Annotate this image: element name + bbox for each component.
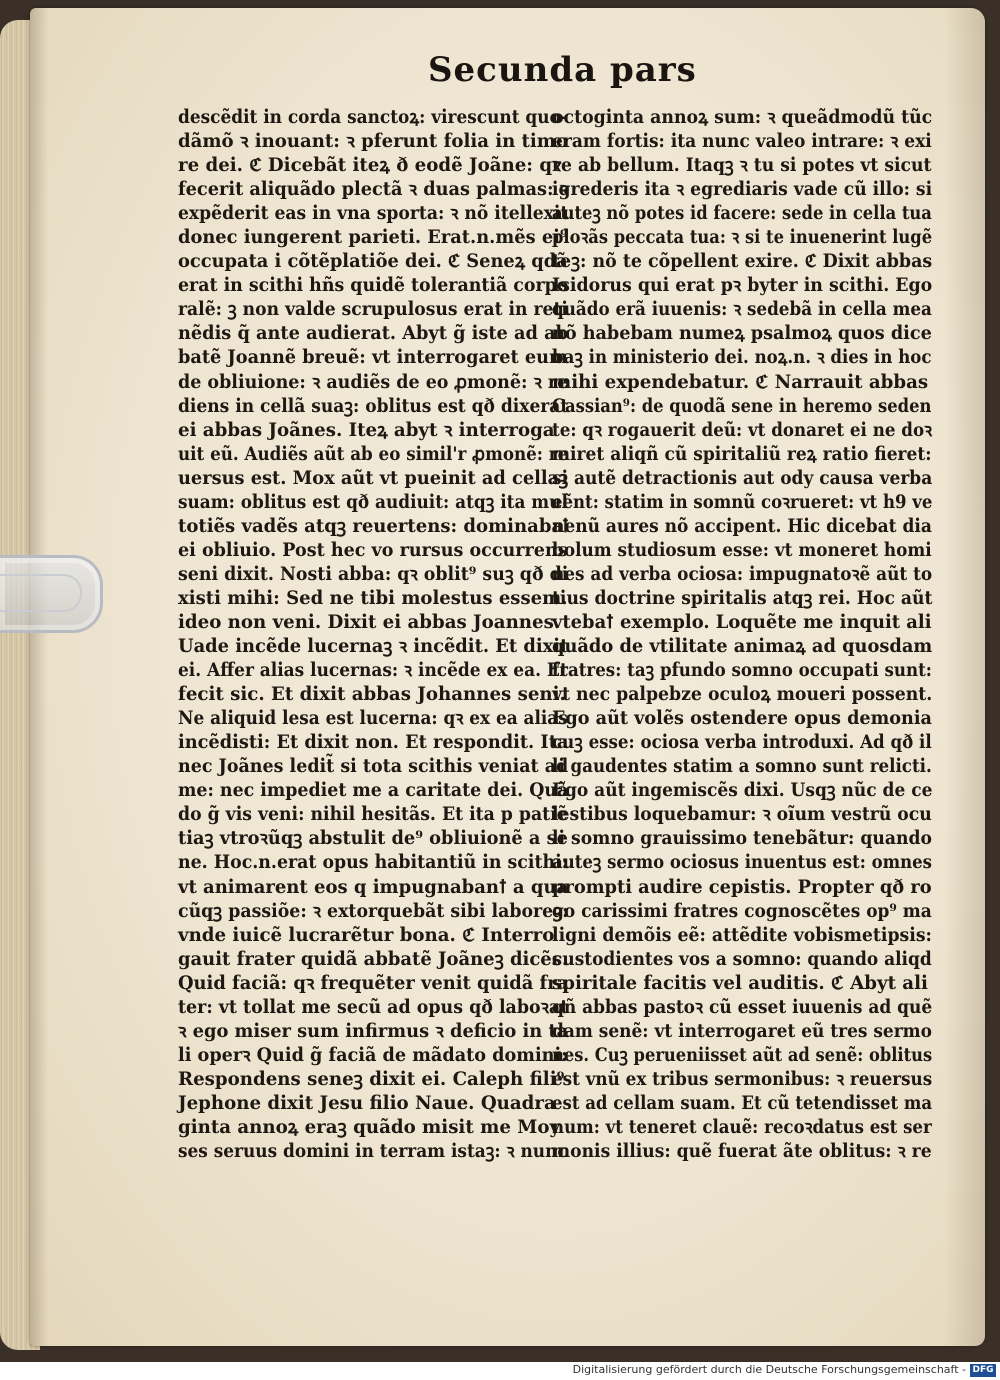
text-line: est ad cellam suam. Et cũ tetendisset ma <box>552 1092 933 1114</box>
text-line: Ego aũt ingemiscẽs dixi. Usqꝫ nũc de ce <box>552 780 933 802</box>
text-line: eram fortis: ita nunc valeo intrare: ꝛ exi <box>552 131 932 153</box>
text-line: gauit frater quidã abbatẽ Joãneꝫ dicẽs. <box>178 948 569 970</box>
text-line: monis illius: quẽ fuerat ãte oblitus: ꝛ re <box>552 1141 932 1163</box>
running-header: Secunda pars <box>428 50 697 90</box>
text-line: seni dixit. Nosti abba: qꝛ oblit⁹ suꝫ qð di <box>178 563 569 585</box>
text-line: Respondens seneꝫ dixit ei. Caleph fili⁹ <box>178 1068 565 1090</box>
text-line: spiritale facitis vel auditis. ℭ Abyt ali <box>552 972 928 994</box>
text-line: dãmõ ꝛ inouant: ꝛ pferunt folia in timo <box>178 131 569 153</box>
text-line: tius doctrine spiritalis atqꝫ rei. Hoc aũt <box>552 587 933 609</box>
text-line: uit eũ. Audiẽs aũt ab eo simil'r ꝓmonẽ: re <box>178 443 569 465</box>
text-line: incẽdisti: Et dixit non. Et respondit. Ita <box>178 732 569 754</box>
footer-bar <box>0 1362 1000 1380</box>
text-line: Ne aliquid lesa est lucerna: qꝛ ex ea alias <box>178 708 568 730</box>
text-line: nes ad verba ociosa: impugnatoꝛẽ aũt to <box>552 563 933 585</box>
text-line: quãdo erã iuuenis: ꝛ sedebã in cella mea <box>552 299 932 321</box>
text-line: ne. Hoc.n.erat opus habitantiũ in scithi: <box>178 852 569 874</box>
text-line: ei abbas Joãnes. Iteꝝ abyt ꝛ interroga <box>178 419 555 441</box>
text-line: do g̃ vis veni: nihil hesitãs. Et ita p patiẽ <box>178 804 568 826</box>
text-line: vnde iuicẽ lucrarẽtur bona. ℭ Interro <box>178 924 555 946</box>
text-line: go carissimi fratres cognoscẽtes op⁹ ma <box>552 900 932 922</box>
text-line: lestibus loquebamur: ꝛ oĩum vestrũ ocu <box>552 804 932 826</box>
text-line: ei obliuio. Post hec vo rursus occurrens <box>178 539 568 561</box>
text-line: nõ habebam numeꝝ psalmoꝝ quos dice <box>552 323 932 345</box>
text-line: batẽ Joannẽ breuẽ: vt interrogaret eum <box>178 347 568 369</box>
text-line: igrederis ita ꝛ egrediaris vade cũ illo: si <box>552 179 933 201</box>
text-line: li operꝛ Quid g̃ faciã de mãdato domini: <box>178 1044 568 1066</box>
paper-clip-inner-loop <box>0 574 82 612</box>
text-line: miret aliqñ cũ spiritaliũ reꝝ ratio fieret: <box>552 443 932 465</box>
text-line: est vnũ ex tribus sermonibus: ꝛ reuersus <box>552 1068 933 1090</box>
text-line: nẽdis q̃ ante audierat. Abyt g̃ iste ad ab <box>178 323 568 345</box>
text-line: custodientes vos a somno: quando aliqd <box>552 948 932 970</box>
text-line: me: nec impediet me a caritate dei. Quã <box>178 780 569 802</box>
gutter-shadow <box>30 8 48 1346</box>
text-line: ses seruus domini in terram istaꝫ: ꝛ nunc <box>178 1141 568 1163</box>
text-line: erat in scithi hñs quidẽ tolerantiã corpo <box>178 275 569 297</box>
text-line: baꝫ in ministerio dei. noꝝ.n. ꝛ dies in hoc <box>552 347 932 369</box>
text-line: prompti audire cepistis. Propter qð ro <box>552 876 932 898</box>
text-line: ideo non veni. Dixit ei abbas Joannes. <box>178 611 561 633</box>
text-line: occupata i cõtẽplatiõe dei. ℭ Seneꝝ qdã <box>178 251 568 273</box>
funding-credit: Digitalisierung gefördert durch die Deutsche Forschungsgemeinschaft - <box>572 1363 966 1376</box>
text-line: ei. Affer alias lucernas: ꝛ incẽde ex ea. Et <box>178 660 568 682</box>
text-line: ꝛ ego miser sum infirmus ꝛ deficio in ta <box>178 1020 569 1042</box>
page-edge-shadow <box>945 8 985 1346</box>
text-line: tiaꝫ vtroꝛũqꝫ abstulit de⁹ obliuionẽ a se <box>178 828 568 850</box>
text-line: expẽderit eas in vna sporta: ꝛ nõ itellexit <box>178 203 569 225</box>
text-line: num: vt teneret clauẽ: recoꝛdatus est ser <box>552 1116 932 1138</box>
text-line: teꝫ: nõ te cõpellent exire. ℭ Dixit abbas <box>552 251 933 273</box>
text-line: octoginta annoꝝ sum: ꝛ queãdmodũ tũc <box>552 107 933 128</box>
text-line: uersus est. Mox aũt vt pueinit ad cellaꝫ <box>178 467 569 489</box>
text-line: vtebaꝉ exemplo. Loquẽte me inquit ali <box>552 611 932 633</box>
text-line: ploꝛãs peccata tua: ꝛ si te inuenerint lugẽ <box>552 227 933 249</box>
text-line: dam senẽ: vt interrogaret eũ tres sermo <box>552 1020 932 1042</box>
text-line: Cassian⁹: de quodã sene in heremo seden <box>552 395 932 417</box>
dfg-logo-icon: DFG <box>970 1364 996 1377</box>
text-line: vt animarent eos q impugnabanꝉ a qua <box>178 876 569 898</box>
text-line: re dei. ℭ Dicebãt iteꝝ ð eodẽ Joãne: qꝛ <box>178 155 561 177</box>
text-line: te: qꝛ rogauerit deũ: vt donaret ei ne doꝛ <box>552 419 932 441</box>
text-line: fratres: taꝫ pfundo somno occupati sunt: <box>552 660 932 682</box>
text-line: Uade incẽde lucernaꝫ ꝛ incẽdit. Et dixit <box>178 636 569 658</box>
text-line: de obliuione: ꝛ audiẽs de eo ꝓmonẽ: ꝛ re <box>178 371 569 393</box>
text-line: nenũ aures nõ accipent. Hic dicebat dia <box>552 515 932 537</box>
text-line: Quid faciã: qꝛ frequẽter venit quidã fra <box>178 972 569 994</box>
text-line: bolum studiosum esse: vt moneret homi <box>552 539 932 561</box>
text-line: ginta annoꝝ eraꝫ quãdo misit me Moy <box>178 1116 561 1138</box>
text-line: fecerit aliquãdo plectã ꝛ duas palmas: ꝛ <box>178 179 569 201</box>
text-line: qñ abbas pastoꝛ cũ esset iuuenis ad quẽ <box>552 996 933 1018</box>
text-line: cũqꝫ passiõe: ꝛ extorquebãt sibi laboreꝫ: <box>178 900 569 922</box>
text-line: li somno grauissimo tenebãtur: quando <box>552 828 932 850</box>
text-line: li gaudentes statim a somno sunt relicti. <box>552 756 932 778</box>
text-line: auteꝫ sermo ociosus inuentus est: omnes <box>552 852 932 874</box>
text-line: cuꝫ esse: ociosa verba introduxi. Ad qð il <box>552 732 932 754</box>
text-line: fecit sic. Et dixit abbas Johannes seni. <box>178 684 566 706</box>
text-line: suam: oblitus est qð audiuit: atqꝫ ita mul <box>178 491 568 513</box>
text-line: ligni demõis eẽ: attẽdite vobismetipsis: <box>552 924 932 946</box>
text-line: re ab bellum. Itaqꝫ ꝛ tu si potes vt sicut <box>552 155 932 177</box>
text-line: si autẽ detractionis aut ody causa verba <box>552 467 933 489</box>
text-line: Jephone dixit Jesu filio Naue. Quadra <box>178 1092 556 1114</box>
text-line: eẽnt: statim in somnũ coꝛrueret: vt h9 ve <box>552 491 933 513</box>
text-line: diens in cellã suaꝫ: oblitus est qð dixerat <box>178 395 569 417</box>
text-line: vt nec palpebze oculoꝝ moueri possent. <box>552 684 933 706</box>
paper-clip-icon <box>0 555 103 633</box>
text-line: nec Joãnes ledit̃ si tota scithis veniat ad <box>178 756 569 778</box>
text-line: ralẽ: ꝫ non valde scrupulosus erat in reti <box>178 299 568 321</box>
text-line: Isidorus qui erat pꝛ byter in scithi. Ego <box>552 275 933 297</box>
text-line: Ego aũt volẽs ostendere opus demonia <box>552 708 932 730</box>
text-line: nes. Cuꝫ perueniisset aũt ad senẽ: oblitus <box>552 1044 933 1066</box>
text-column-right <box>552 106 932 1164</box>
text-line: totiẽs vadẽs atqꝫ reuertens: dominabaꝉ <box>178 515 568 537</box>
text-line: xisti mihi: Sed ne tibi molestus essem. <box>178 587 568 609</box>
text-line: donec iungerent parieti. Erat.n.mẽs ei⁹ <box>178 227 568 249</box>
text-line: quãdo de vtilitate animaꝝ ad quosdam <box>552 636 933 658</box>
text-line: mihi expendebatur. ℭ Narrauit abbas <box>552 371 929 393</box>
text-line: ter: vt tollat me secũ ad opus qð laboꝛat <box>178 996 569 1018</box>
text-line: auteꝫ nõ potes id facere: sede in cella tua <box>552 203 932 225</box>
text-column-left <box>178 106 568 1164</box>
text-line: descẽdit in corda sanctoꝝ: virescunt quo- <box>178 107 568 128</box>
